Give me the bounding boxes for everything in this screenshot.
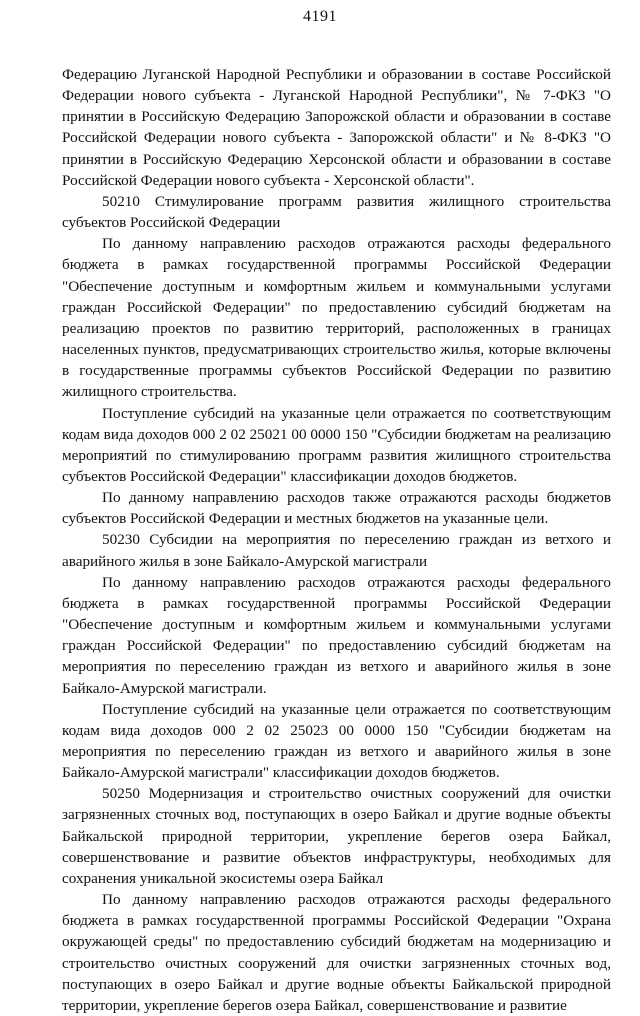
section-heading-50250: 50250 Модернизация и строительство очистных сооружений для очистки загрязненных сточных вод, поступающих в озеро Байкал и другие водные объекты Байкальской природной территории, укрепление берегов озера Байкал, совершенствование и развитие объектов инфраструктуры, необходимых для сохранения уникальной экосистемы озера Байкал <box>62 785 611 887</box>
section-heading-50210: 50210 Стимулирование программ развития жилищного строительства субъектов Российской Федерации <box>62 192 611 232</box>
paragraph: По данному направлению расходов также отражаются расходы бюджетов субъектов Российской Федерации и местных бюджетов на указанные цели. <box>62 489 611 528</box>
paragraph: По данному направлению расходов отражаются расходы федерального бюджета в рамках государственной программы Российской Федерации "Обеспечение доступным и комфортным жильем и коммунальными услугами граждан Российской Федерации" по предоставлению субсидий бюджетам на мероприятия по переселению граждан из ветхого и аварийного жилья в зоне Байкало-Амурской магистрали. <box>62 573 611 697</box>
paragraph: Поступление субсидий на указанные цели отражается по соответствующим кодам вида доходов 000 2 02 25021 00 0000 150 "Субсидии бюджетам на реализацию мероприятий по стимулированию программ развития жилищного строительства субъектов Российской Федерации" классификации доходов бюджетов. <box>62 404 611 485</box>
page-number: 4191 <box>303 8 337 25</box>
paragraph: По данному направлению расходов отражаются расходы федерального бюджета в рамках государственной программы Российской Федерации "Охрана окружающей среды" по предоставлению субсидий бюджетам на модернизацию и строительство очистных сооружений для очистки загрязненных сточных вод, поступающих в озеро Байкал и другие водные объекты Байкальской природной территории, укрепление берегов озера Байкал, совершенствование и развитие <box>62 891 611 1014</box>
paragraph: По данному направлению расходов отражаются расходы федерального бюджета в рамках государственной программы Российской Федерации "Обеспечение доступным и комфортным жильем и коммунальными услугами граждан Российской Федерации" по предоставлению субсидий бюджетам на реализацию проектов по развитию территорий, расположенных в границах населенных пунктов, предусматривающих строительство жилья, которые включены в государственные программы субъектов Российской Федерации по развитию жилищного строительства. <box>62 235 611 401</box>
paragraph: Поступление субсидий на указанные цели отражается по соответствующим кодам вида доходов 000 2 02 25023 00 0000 150 "Субсидии бюджетам на мероприятия по переселению граждан из ветхого и аварийного жилья в зоне Байкало-Амурской магистрали" классификации доходов бюджетов. <box>62 700 611 782</box>
document-body <box>62 64 611 1016</box>
section-heading-50230: 50230 Субсидии на мероприятия по переселению граждан из ветхого и аварийного жилья в зоне Байкало-Амурской магистрали <box>62 531 611 570</box>
paragraph: Федерацию Луганской Народной Республики и образовании в составе Российской Федерации нового субъекта - Луганской Народной Республики", № 7-ФКЗ "О принятии в Российскую Федерацию Запорожской области и образовании в составе Российской Федерации нового субъекта - Запорожской области" и № 8-ФКЗ "О принятии в Российскую Федерацию Херсонской области и образовании в составе Российской Федерации нового субъекта - Херсонской области". <box>62 66 611 189</box>
